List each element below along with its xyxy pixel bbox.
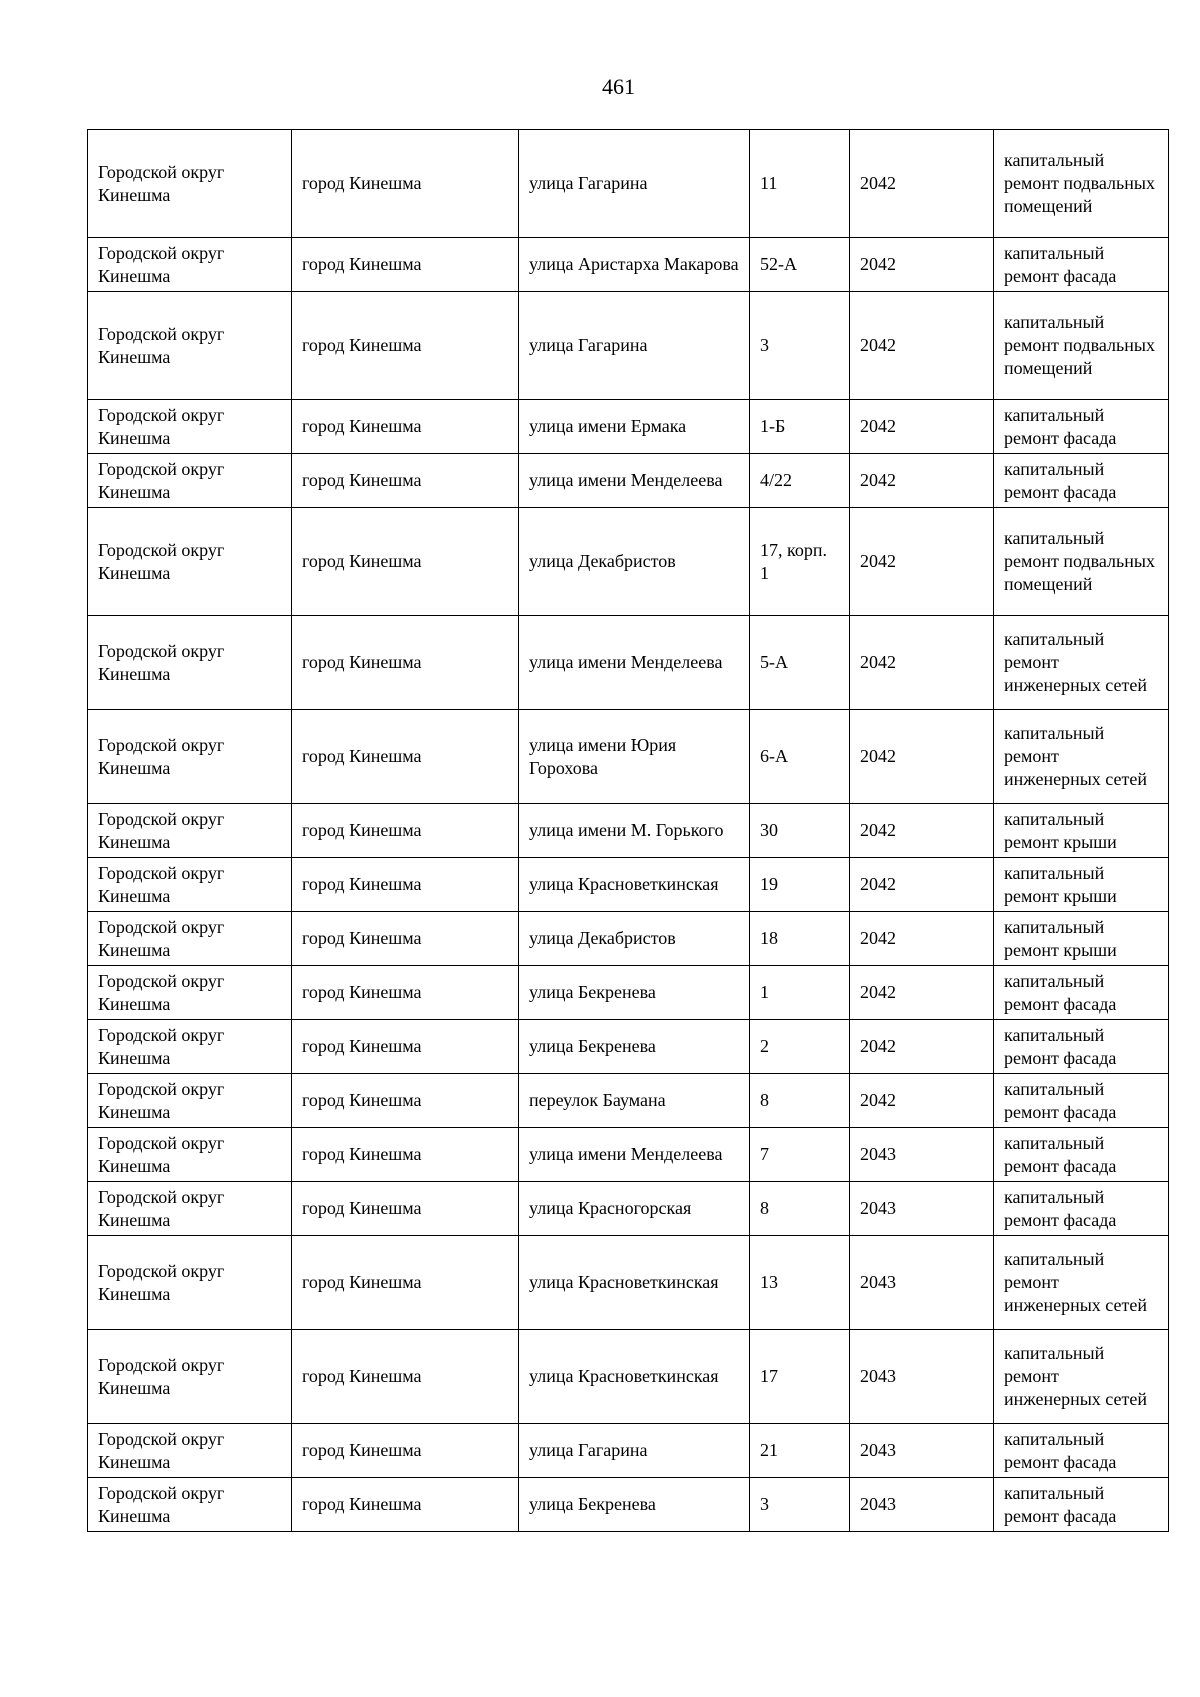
cell-work-type: капитальный ремонт инженерных сетей <box>994 1330 1169 1424</box>
cell-house-number: 3 <box>750 1478 850 1532</box>
cell-year: 2043 <box>850 1128 994 1182</box>
cell-house-number: 17, корп. 1 <box>750 508 850 616</box>
repair-schedule-table <box>87 129 1169 1532</box>
cell-street: улица Гагарина <box>519 1424 750 1478</box>
cell-year: 2042 <box>850 238 994 292</box>
cell-year: 2042 <box>850 1074 994 1128</box>
cell-house-number: 6-А <box>750 710 850 804</box>
cell-year: 2042 <box>850 508 994 616</box>
cell-work-type: капитальный ремонт подвальных помещений <box>994 508 1169 616</box>
cell-municipality: Городской округ Кинешма <box>88 1478 292 1532</box>
cell-street: улица имени Менделеева <box>519 454 750 508</box>
cell-work-type: капитальный ремонт фасада <box>994 1424 1169 1478</box>
cell-street: улица имени Ермака <box>519 400 750 454</box>
cell-street: улица Бекренева <box>519 1020 750 1074</box>
cell-house-number: 4/22 <box>750 454 850 508</box>
cell-street: улица Декабристов <box>519 508 750 616</box>
cell-settlement: город Кинешма <box>292 710 519 804</box>
cell-year: 2042 <box>850 1020 994 1074</box>
table-row <box>88 858 1169 912</box>
cell-settlement: город Кинешма <box>292 1182 519 1236</box>
table-row <box>88 1182 1169 1236</box>
cell-year: 2043 <box>850 1236 994 1330</box>
cell-settlement: город Кинешма <box>292 238 519 292</box>
cell-settlement: город Кинешма <box>292 912 519 966</box>
cell-settlement: город Кинешма <box>292 966 519 1020</box>
cell-municipality: Городской округ Кинешма <box>88 858 292 912</box>
cell-settlement: город Кинешма <box>292 1236 519 1330</box>
cell-municipality: Городской округ Кинешма <box>88 454 292 508</box>
cell-street: улица Гагарина <box>519 130 750 238</box>
cell-municipality: Городской округ Кинешма <box>88 1424 292 1478</box>
cell-settlement: город Кинешма <box>292 1020 519 1074</box>
cell-street: улица Красноветкинская <box>519 858 750 912</box>
cell-settlement: город Кинешма <box>292 1330 519 1424</box>
cell-street: улица имени Юрия Горохова <box>519 710 750 804</box>
cell-work-type: капитальный ремонт подвальных помещений <box>994 130 1169 238</box>
cell-settlement: город Кинешма <box>292 400 519 454</box>
table-row <box>88 710 1169 804</box>
cell-settlement: город Кинешма <box>292 508 519 616</box>
cell-house-number: 3 <box>750 292 850 400</box>
cell-house-number: 52-А <box>750 238 850 292</box>
cell-house-number: 30 <box>750 804 850 858</box>
table-row <box>88 1128 1169 1182</box>
cell-municipality: Городской округ Кинешма <box>88 966 292 1020</box>
cell-work-type: капитальный ремонт фасада <box>994 1074 1169 1128</box>
cell-house-number: 18 <box>750 912 850 966</box>
cell-municipality: Городской округ Кинешма <box>88 912 292 966</box>
cell-street: улица Гагарина <box>519 292 750 400</box>
cell-settlement: город Кинешма <box>292 1128 519 1182</box>
cell-settlement: город Кинешма <box>292 858 519 912</box>
cell-settlement: город Кинешма <box>292 454 519 508</box>
cell-year: 2042 <box>850 616 994 710</box>
table-row <box>88 1424 1169 1478</box>
cell-settlement: город Кинешма <box>292 616 519 710</box>
cell-settlement: город Кинешма <box>292 130 519 238</box>
cell-municipality: Городской округ Кинешма <box>88 1330 292 1424</box>
cell-street: улица Красноветкинская <box>519 1330 750 1424</box>
cell-municipality: Городской округ Кинешма <box>88 1236 292 1330</box>
cell-street: улица имени Менделеева <box>519 616 750 710</box>
cell-work-type: капитальный ремонт крыши <box>994 912 1169 966</box>
cell-settlement: город Кинешма <box>292 804 519 858</box>
cell-street: улица Декабристов <box>519 912 750 966</box>
cell-street: улица имени Менделеева <box>519 1128 750 1182</box>
cell-street: улица имени М. Горького <box>519 804 750 858</box>
cell-year: 2042 <box>850 804 994 858</box>
cell-year: 2043 <box>850 1424 994 1478</box>
cell-municipality: Городской округ Кинешма <box>88 238 292 292</box>
cell-house-number: 19 <box>750 858 850 912</box>
cell-house-number: 2 <box>750 1020 850 1074</box>
cell-work-type: капитальный ремонт подвальных помещений <box>994 292 1169 400</box>
cell-street: переулок Баумана <box>519 1074 750 1128</box>
cell-municipality: Городской округ Кинешма <box>88 292 292 400</box>
cell-house-number: 17 <box>750 1330 850 1424</box>
cell-municipality: Городской округ Кинешма <box>88 710 292 804</box>
cell-work-type: капитальный ремонт крыши <box>994 858 1169 912</box>
cell-year: 2042 <box>850 912 994 966</box>
cell-municipality: Городской округ Кинешма <box>88 508 292 616</box>
cell-year: 2042 <box>850 130 994 238</box>
cell-work-type: капитальный ремонт инженерных сетей <box>994 1236 1169 1330</box>
cell-house-number: 21 <box>750 1424 850 1478</box>
table-row <box>88 1236 1169 1330</box>
page-number: 461 <box>602 74 635 99</box>
cell-year: 2042 <box>850 454 994 508</box>
cell-work-type: капитальный ремонт крыши <box>994 804 1169 858</box>
cell-house-number: 1 <box>750 966 850 1020</box>
cell-house-number: 13 <box>750 1236 850 1330</box>
table-row <box>88 912 1169 966</box>
cell-municipality: Городской округ Кинешма <box>88 400 292 454</box>
cell-house-number: 1-Б <box>750 400 850 454</box>
table-row <box>88 400 1169 454</box>
table-row <box>88 1478 1169 1532</box>
table-row <box>88 130 1169 238</box>
cell-settlement: город Кинешма <box>292 1074 519 1128</box>
table-body <box>88 130 1169 1532</box>
cell-municipality: Городской округ Кинешма <box>88 804 292 858</box>
cell-work-type: капитальный ремонт фасада <box>994 966 1169 1020</box>
table-row <box>88 508 1169 616</box>
cell-house-number: 8 <box>750 1182 850 1236</box>
cell-year: 2042 <box>850 400 994 454</box>
cell-work-type: капитальный ремонт фасада <box>994 400 1169 454</box>
cell-work-type: капитальный ремонт фасада <box>994 1020 1169 1074</box>
cell-settlement: город Кинешма <box>292 292 519 400</box>
cell-street: улица Красногорская <box>519 1182 750 1236</box>
cell-year: 2042 <box>850 858 994 912</box>
cell-municipality: Городской округ Кинешма <box>88 130 292 238</box>
table-row <box>88 616 1169 710</box>
cell-house-number: 11 <box>750 130 850 238</box>
cell-work-type: капитальный ремонт инженерных сетей <box>994 710 1169 804</box>
table-row <box>88 1074 1169 1128</box>
cell-year: 2043 <box>850 1330 994 1424</box>
cell-work-type: капитальный ремонт инженерных сетей <box>994 616 1169 710</box>
cell-municipality: Городской округ Кинешма <box>88 1020 292 1074</box>
table-row <box>88 966 1169 1020</box>
cell-house-number: 8 <box>750 1074 850 1128</box>
cell-work-type: капитальный ремонт фасада <box>994 1182 1169 1236</box>
cell-work-type: капитальный ремонт фасада <box>994 238 1169 292</box>
cell-year: 2042 <box>850 966 994 1020</box>
cell-work-type: капитальный ремонт фасада <box>994 1128 1169 1182</box>
table-row <box>88 1020 1169 1074</box>
table-row <box>88 454 1169 508</box>
cell-year: 2043 <box>850 1182 994 1236</box>
cell-municipality: Городской округ Кинешма <box>88 1074 292 1128</box>
cell-work-type: капитальный ремонт фасада <box>994 454 1169 508</box>
cell-municipality: Городской округ Кинешма <box>88 1182 292 1236</box>
table-row <box>88 292 1169 400</box>
cell-settlement: город Кинешма <box>292 1478 519 1532</box>
cell-street: улица Красноветкинская <box>519 1236 750 1330</box>
cell-street: улица Аристарха Макарова <box>519 238 750 292</box>
cell-house-number: 5-А <box>750 616 850 710</box>
cell-year: 2042 <box>850 710 994 804</box>
cell-municipality: Городской округ Кинешма <box>88 616 292 710</box>
cell-municipality: Городской округ Кинешма <box>88 1128 292 1182</box>
cell-year: 2043 <box>850 1478 994 1532</box>
cell-street: улица Бекренева <box>519 1478 750 1532</box>
cell-house-number: 7 <box>750 1128 850 1182</box>
table-row <box>88 238 1169 292</box>
cell-street: улица Бекренева <box>519 966 750 1020</box>
cell-year: 2042 <box>850 292 994 400</box>
cell-settlement: город Кинешма <box>292 1424 519 1478</box>
cell-work-type: капитальный ремонт фасада <box>994 1478 1169 1532</box>
table-row <box>88 804 1169 858</box>
table-row <box>88 1330 1169 1424</box>
